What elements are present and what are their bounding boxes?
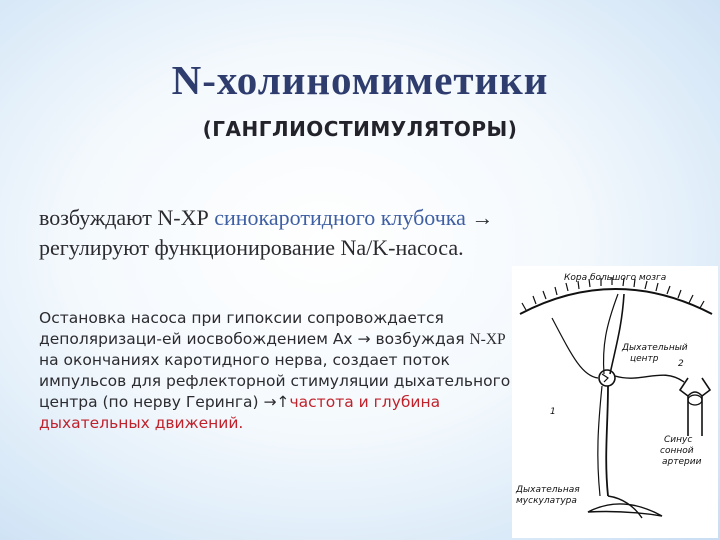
- detail-arrows: →↑: [263, 393, 290, 411]
- label-num-2: 2: [678, 359, 684, 369]
- carotid-artery: [680, 378, 710, 436]
- afferent-line: [552, 318, 598, 378]
- slide-title: N-холиномиметики: [171, 57, 549, 103]
- label-muscles-1: Дыхательная: [516, 485, 580, 495]
- label-cortex: Кора большого мозга: [564, 273, 667, 283]
- detail-paragraph: [39, 308, 519, 434]
- reflex-diagram-svg: [512, 266, 718, 538]
- detail-text-2: на окончаниях каротидного нерва, создает поток импульсов для рефлекторной стимуляции дыхательного центра (по нерву Геринга): [39, 351, 511, 411]
- main-paragraph-text-2: → регулируют функционирование Na/K-насоса.: [39, 205, 494, 260]
- label-sinus-3: артерии: [662, 457, 702, 467]
- label-num-1: 1: [550, 407, 556, 417]
- main-paragraph-text-1: возбуждают N-ХР: [39, 205, 215, 230]
- carotid-sinus: [688, 395, 702, 405]
- spinal-cord: [606, 386, 608, 496]
- main-paragraph-highlight: синокаротидного клубочка: [214, 205, 466, 230]
- reflex-diagram: [512, 266, 718, 538]
- label-sinus-1: Синус: [664, 435, 693, 445]
- label-sinus-2: сонной: [660, 446, 694, 456]
- detail-conclusion: частота и глубина дыхательных движений.: [39, 393, 441, 432]
- slide-subtitle: (ГАНГЛИОСТИМУЛЯТОРЫ): [202, 117, 518, 141]
- cortex-pathway: [610, 294, 624, 374]
- cortex-pathway-2: [604, 294, 618, 374]
- cortex-arc: [520, 289, 712, 314]
- label-muscles-2: мускулатура: [516, 496, 577, 506]
- label-resp-center-2: центр: [630, 354, 659, 364]
- respiratory-center-mark: [602, 374, 608, 382]
- respiratory-muscle: [588, 504, 662, 516]
- muscle-nerve: [608, 496, 642, 518]
- detail-text-1: Остановка насоса при гипоксии сопровождается деполяризаци-ей иосвобождением Ах → возбуждая: [39, 309, 470, 348]
- spinal-cord-2: [598, 386, 602, 496]
- hering-nerve: [615, 375, 684, 382]
- main-paragraph: [39, 203, 509, 263]
- label-resp-center-1: Дыхательный: [622, 343, 688, 353]
- detail-receptor-term: N-ХР: [469, 331, 506, 348]
